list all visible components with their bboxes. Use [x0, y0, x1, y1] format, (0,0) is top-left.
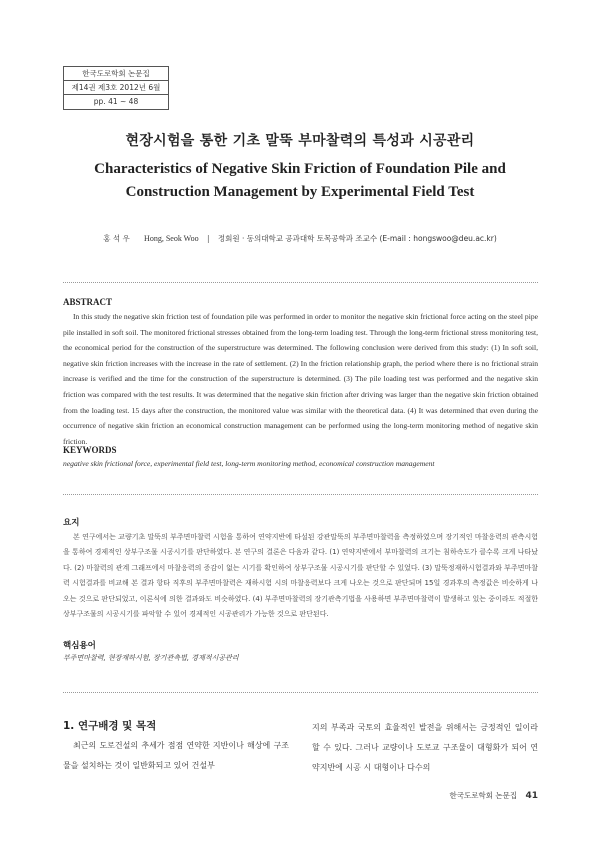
abstract-text: In this study the negative skin friction test of foundation pile was performed in order to monitor the negative skin frictional force acting on the steel pipe pile installed in soft soil. The monitored frictional stresses obtained from the long-term loading test. Through the long-term frictional stress monitoring test, the economical period for the construction of the superstructure was determined. The following conclusion were derived from this study: (1) In soft soil, negative skin friction increases with the increase in the rate of settlement. (2) In the friction relationship graph, the period where there is no frictional strain increase is verified and the time for the construction of the superstructure is determined. (3) The pile loading test was performed and the negative skin friction was compared with the test results. It was determined that the negative skin friction after driving was larger than the negative skin friction obtained from the loading test. 15 days after the construction, the monitored value was similar with the theoretical data. (4) It was determined that even during the occurrence of negative skin friction an economical construction management can be performed using the long-term monitoring method of negative skin friction. — [63, 312, 538, 446]
journal-name: 한국도로학회 논문집 — [64, 67, 168, 81]
body-text-right-column: 지의 부족과 국토의 효율적인 발전을 위해서는 긍정적인 일이라 할 수 있다. 그러나 교량이나 도로교 구조물이 대형화가 되어 연약지반에 시공 시 대형이나 다수의 — [312, 723, 538, 772]
abstract-heading: ABSTRACT — [63, 297, 113, 307]
paper-title-english: Characteristics of Negative Skin Friction of Foundation Pile and Construction Management by Experimental Field Test — [94, 161, 506, 200]
author-affiliation: 정회원 · 동의대학교 공과대학 토목공학과 조교수 (E-mail : hongswoo@deu.ac.kr) — [217, 234, 497, 243]
summary-korean-heading: 요지 — [63, 518, 80, 528]
divider — [63, 692, 538, 693]
author-line — [0, 233, 600, 244]
author-separator: | — [206, 234, 210, 243]
keywords-korean-heading: 핵심용어 — [63, 641, 96, 651]
divider — [63, 282, 538, 283]
paper-title-korean: 현장시험을 통한 기초 말뚝 부마찰력의 특성과 시공관리 — [125, 133, 475, 149]
keywords-text: negative skin frictional force, experimental field test, long-term monitoring method, economical construction management — [63, 459, 435, 468]
body-text-left-column: 최근의 도로건설의 추세가 점점 연약한 지반이나 해상에 구조물을 설치하는 것이 일반화되고 있어 건설부 — [63, 741, 289, 770]
journal-issue: 제14권 제3호 2012년 6월 — [64, 81, 168, 95]
author-name-korean: 홍 석 우 — [103, 234, 130, 243]
page-number: 41 — [525, 791, 538, 801]
page-footer — [449, 790, 538, 801]
section-1-title: 1. 연구배경 및 목적 — [63, 720, 157, 732]
footer-journal-name: 한국도로학회 논문집 — [449, 791, 518, 800]
journal-pages: pp. 41 ~ 48 — [93, 97, 139, 106]
keywords-heading: KEYWORDS — [63, 445, 117, 455]
summary-korean-text: 본 연구에서는 교량기초 말뚝의 부주면마찰력 시험을 통하여 연약지반에 타설된 강관말뚝의 부주면마찰력을 측정하였으며 장기적인 마찰응력의 관측시험을 통하여 경제적인 상부구조물 시공시기를 판단하였다. 본 연구의 결론은 다음과 같다. (1) 연약지반에서 부마찰력의 크기는 침하속도가 클수록 크게 나타났다. (2) 마찰력의 관계 그래프에서 마찰응력의 증감이 없는 시기를 확인하여 상부구조물 시공시기를 판단할 수 있었다. (3) 말뚝정재하시험결과와 부주면마찰력 시험결과를 비교해 본 결과 항타 직후의 부주면마찰력은 재하시험 시의 마찰응력보다 크게 나오는 것으로 판단되며 15일 경과후의 측정값은 비슷하게 나오는 것으로 판단되었고, 이론식에 의한 결과와도 비슷하였다. (4) 부주면마찰력의 장기관측기법을 사용하면 부주면마찰력이 발생하고 있는 중이라도 적절한 상부구조물의 시공시기를 파악할 수 있어 경제적인 시공관리가 가능한 것으로 판단된다. — [63, 533, 538, 619]
author-name-english: Hong, Seok Woo — [144, 234, 199, 243]
divider — [63, 494, 538, 495]
keywords-korean-text: 부주면마찰력, 현장재하시험, 장기관측법, 경제적시공관리 — [63, 654, 239, 662]
journal-info-box — [63, 66, 169, 110]
